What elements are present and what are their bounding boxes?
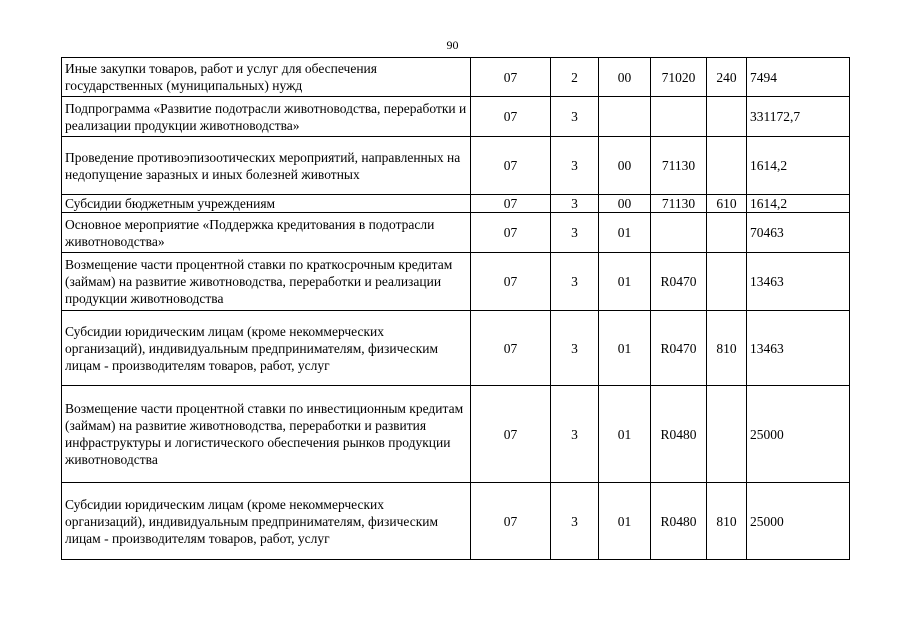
subprogram-code: 3 — [551, 213, 599, 253]
expense-type-code — [707, 97, 747, 137]
budget-table — [61, 57, 850, 560]
expense-type-code: 610 — [707, 195, 747, 213]
row-description: Субсидии юридическим лицам (кроме некоммерческих организаций), индивидуальным предпринимателям, физическим лицам - производителям товаров, работ, услуг — [62, 311, 471, 386]
table-row — [62, 311, 850, 386]
direction-code — [651, 97, 707, 137]
subprogram-code: 3 — [551, 137, 599, 195]
event-code — [599, 97, 651, 137]
row-description: Субсидии бюджетным учреждениям — [62, 195, 471, 213]
subprogram-code: 3 — [551, 253, 599, 311]
table-row — [62, 97, 850, 137]
event-code: 00 — [599, 195, 651, 213]
row-description: Проведение противоэпизоотических мероприятий, направленных на недопущение заразных и иных болезней животных — [62, 137, 471, 195]
event-code: 01 — [599, 253, 651, 311]
section-code: 07 — [471, 311, 551, 386]
table-row — [62, 483, 850, 560]
section-code: 07 — [471, 253, 551, 311]
amount: 331172,7 — [747, 97, 850, 137]
expense-type-code — [707, 137, 747, 195]
section-code: 07 — [471, 483, 551, 560]
subprogram-code: 2 — [551, 58, 599, 97]
direction-code: 71130 — [651, 137, 707, 195]
amount: 13463 — [747, 253, 850, 311]
subprogram-code: 3 — [551, 386, 599, 483]
row-description: Основное мероприятие «Поддержка кредитования в подотрасли животноводства» — [62, 213, 471, 253]
section-code: 07 — [471, 213, 551, 253]
direction-code: 71020 — [651, 58, 707, 97]
direction-code: R0480 — [651, 483, 707, 560]
amount: 7494 — [747, 58, 850, 97]
direction-code: R0470 — [651, 253, 707, 311]
section-code: 07 — [471, 195, 551, 213]
direction-code: R0480 — [651, 386, 707, 483]
event-code: 00 — [599, 58, 651, 97]
amount: 25000 — [747, 483, 850, 560]
subprogram-code: 3 — [551, 311, 599, 386]
expense-type-code: 240 — [707, 58, 747, 97]
amount: 13463 — [747, 311, 850, 386]
amount: 70463 — [747, 213, 850, 253]
table-row — [62, 137, 850, 195]
expense-type-code: 810 — [707, 311, 747, 386]
table-row — [62, 253, 850, 311]
section-code: 07 — [471, 97, 551, 137]
direction-code: 71130 — [651, 195, 707, 213]
section-code: 07 — [471, 137, 551, 195]
expense-type-code — [707, 386, 747, 483]
table-row — [62, 58, 850, 97]
page-number: 90 — [446, 38, 459, 52]
event-code: 01 — [599, 311, 651, 386]
section-code: 07 — [471, 58, 551, 97]
table-row — [62, 195, 850, 213]
row-description: Возмещение части процентной ставки по инвестиционным кредитам (займам) на развитие животноводства, переработки и развития инфраструктуры и логистического обеспечения рынков продукции животноводства — [62, 386, 471, 483]
subprogram-code: 3 — [551, 97, 599, 137]
event-code: 01 — [599, 213, 651, 253]
table-row — [62, 386, 850, 483]
amount: 25000 — [747, 386, 850, 483]
table-row — [62, 213, 850, 253]
expense-type-code — [707, 213, 747, 253]
direction-code: R0470 — [651, 311, 707, 386]
direction-code — [651, 213, 707, 253]
amount: 1614,2 — [747, 195, 850, 213]
expense-type-code: 810 — [707, 483, 747, 560]
row-description: Иные закупки товаров, работ и услуг для обеспечения государственных (муниципальных) нужд — [62, 58, 471, 97]
row-description: Субсидии юридическим лицам (кроме некоммерческих организаций), индивидуальным предпринимателям, физическим лицам - производителям товаров, работ, услуг — [62, 483, 471, 560]
section-code: 07 — [471, 386, 551, 483]
event-code: 01 — [599, 386, 651, 483]
expense-type-code — [707, 253, 747, 311]
event-code: 00 — [599, 137, 651, 195]
subprogram-code: 3 — [551, 483, 599, 560]
event-code: 01 — [599, 483, 651, 560]
amount: 1614,2 — [747, 137, 850, 195]
row-description: Возмещение части процентной ставки по краткосрочным кредитам (займам) на развитие животноводства, переработки и реализации продукции животноводства — [62, 253, 471, 311]
subprogram-code: 3 — [551, 195, 599, 213]
row-description: Подпрограмма «Развитие подотрасли животноводства, переработки и реализации продукции животноводства» — [62, 97, 471, 137]
